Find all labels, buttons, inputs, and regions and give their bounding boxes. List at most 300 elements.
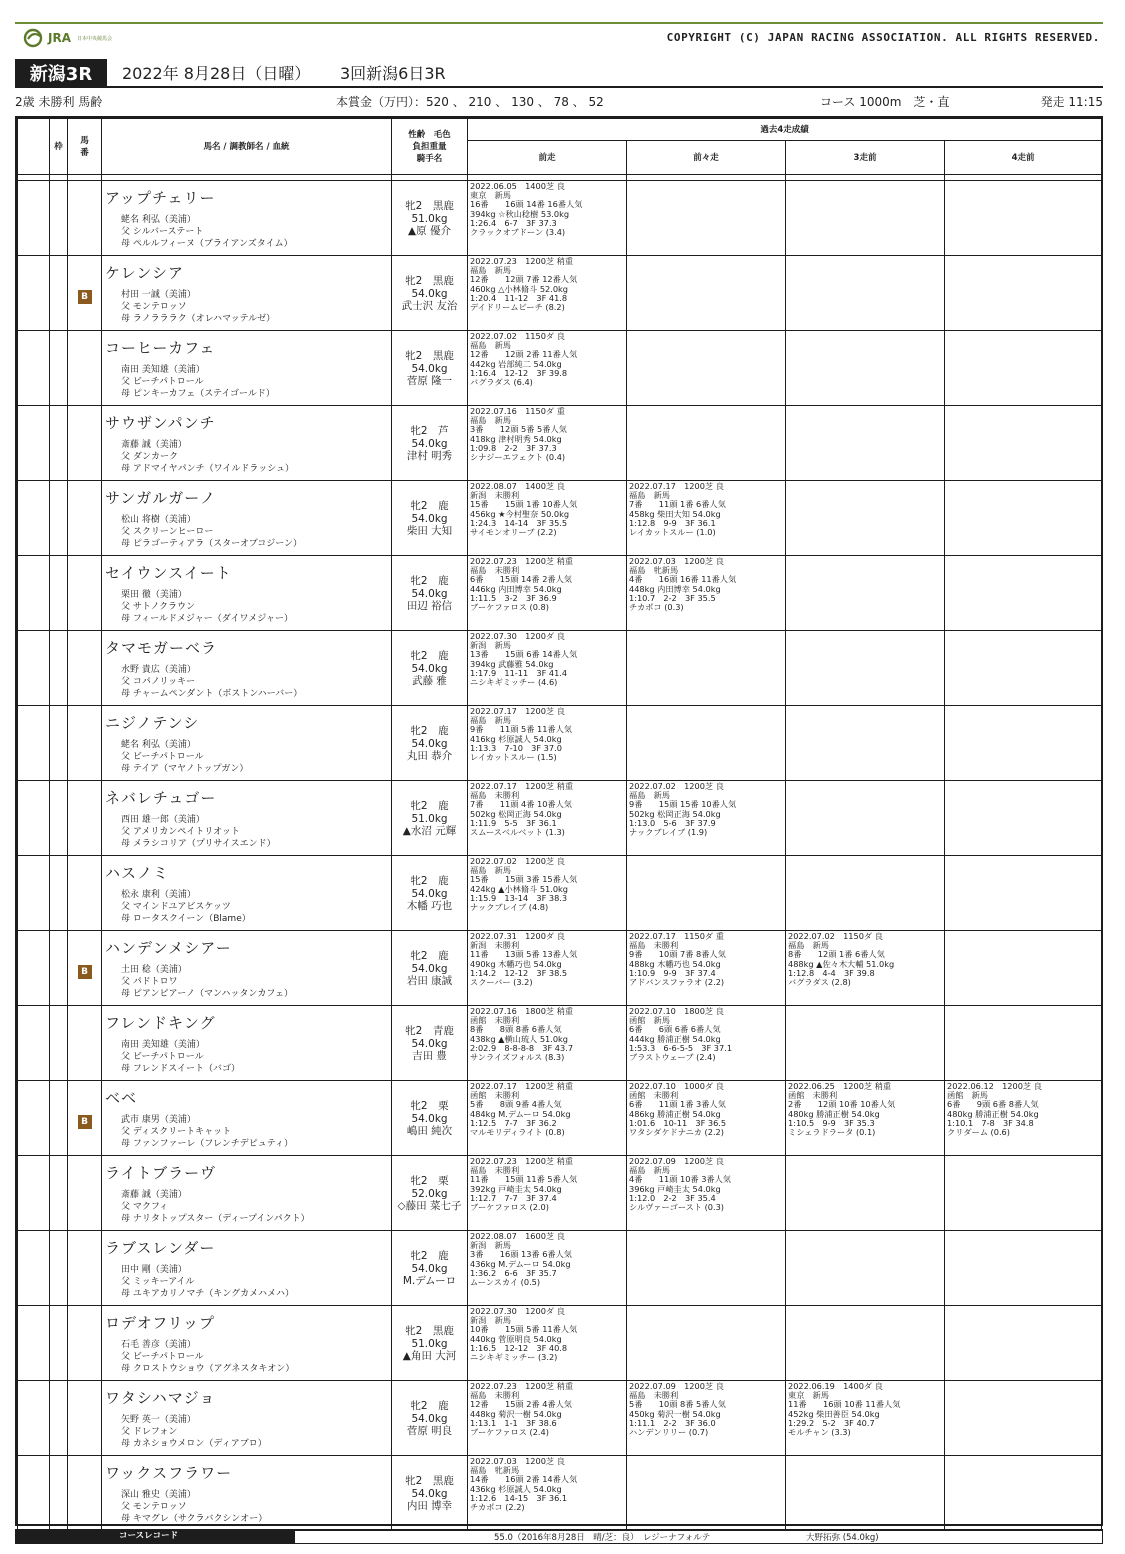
table-row: [18, 1006, 1102, 1081]
waku-cell: [50, 256, 68, 331]
past-run-line: 488kg ▲佐々木大輔 51.0kg: [788, 958, 895, 969]
blank-cell: [18, 256, 50, 331]
past-run-cell: [468, 1156, 627, 1231]
sex-color: 牝2 鹿: [410, 500, 449, 512]
waku-cell: [50, 1381, 68, 1456]
past-run-cell: [627, 1456, 786, 1531]
table-row: [18, 781, 1102, 856]
past-run-cell: [786, 1381, 945, 1456]
past-run-cell: [468, 256, 627, 331]
race-class: 2歳 未勝利 馬齢: [15, 95, 103, 109]
sex-weight-jockey-cell: [392, 1156, 468, 1231]
past-run-line: 4番 11頭 10番 3番人気: [629, 1174, 731, 1185]
past-run-line: 1:20.4 11-12 3F 41.8: [470, 292, 568, 303]
table-row: [18, 1381, 1102, 1456]
past-run-line: ニシキギミッチー (4.6): [470, 677, 558, 688]
sex-color: 牝2 青鹿: [405, 1025, 454, 1037]
past-run-cell: [945, 1081, 1102, 1156]
past-run-cell: [627, 331, 786, 406]
past-run-cell: [945, 1156, 1102, 1231]
race-meet: 3回新潟6日3R: [340, 64, 446, 83]
past-run-line: 福島 新馬: [629, 790, 670, 801]
sire-name: 父 スクリーンヒーロー: [121, 527, 214, 537]
past-run-line: 2022.07.02 1200芝 良: [629, 781, 724, 791]
dam-name: 母 ペルルフィーヌ（ブライアンズタイム）: [121, 239, 293, 249]
trainer-name: 村田 一誠（美浦）: [121, 290, 196, 300]
entry-table-grid: [17, 118, 1102, 1531]
sire-name: 父 ビーチパトロール: [121, 377, 204, 387]
past-run-line: チカポコ (0.3): [629, 602, 684, 613]
blank-cell: [18, 481, 50, 556]
past-run-line: 函館 未勝利: [788, 1090, 838, 1101]
carried-weight: 54.0kg: [411, 587, 448, 600]
logo-text: JRA: [48, 31, 71, 45]
past4-header: 4走前: [945, 141, 1102, 175]
horse-name: ワタシハマジョ: [105, 1389, 216, 1407]
waku-cell: [50, 1081, 68, 1156]
past-run-line: 1:15.9 13-14 3F 38.3: [470, 892, 568, 903]
past-run-line: 1:12.8 9-9 3F 36.1: [629, 517, 716, 528]
past-run-cell: [786, 1006, 945, 1081]
waku-cell: [50, 1156, 68, 1231]
past-run-cell: [945, 1381, 1102, 1456]
past-run-line: 3番 12頭 5番 5番人気: [470, 424, 567, 435]
past-run-line: 12番 15頭 2番 4番人気: [470, 1399, 572, 1410]
blank-cell: [18, 1306, 50, 1381]
waku-cell: [50, 1456, 68, 1531]
past-run-line: デイドリームビーチ (8.2): [470, 302, 565, 313]
sire-name: 父 サトノクラウン: [121, 602, 196, 612]
past-run-cell: [627, 931, 786, 1006]
past-run-cell: [468, 1306, 627, 1381]
horse-name: ネバレチュゴー: [105, 789, 217, 807]
past-run-line: 2022.08.07 1400芝 良: [470, 481, 565, 491]
sex-color: 牝2 鹿: [410, 725, 449, 737]
jockey-name: 津村 明秀: [406, 450, 453, 462]
course-record: [15, 1529, 1103, 1544]
blank-cell: [18, 856, 50, 931]
umaban-cell: [68, 1381, 102, 1456]
past-run-line: 福島 新馬: [470, 265, 511, 276]
blank-cell: [18, 1081, 50, 1156]
past-run-line: ミシェラドラータ (0.1): [788, 1127, 876, 1138]
sex-weight-jockey-cell: [392, 1306, 468, 1381]
past-run-line: 1:36.2 6-6 3F 35.7: [470, 1267, 557, 1278]
past-run-line: 2022.06.12 1200芝 良: [947, 1081, 1042, 1091]
past-run-line: クリダーム (0.6): [947, 1127, 1010, 1138]
past-run-line: 新潟 新馬: [470, 1240, 511, 1251]
past-run-line: 480kg 勝浦正樹 54.0kg: [788, 1108, 880, 1119]
past-run-line: 2022.07.23 1200芝 稍重: [470, 1156, 574, 1166]
past-run-line: 福島 新馬: [470, 865, 511, 876]
horse-name: アップチェリー: [105, 189, 216, 207]
past-run-line: 8番 12頭 1番 6番人気: [788, 949, 885, 960]
past-run-line: 新潟 新馬: [470, 640, 511, 651]
blank-cell: [18, 556, 50, 631]
sex-weight-jockey-cell: [392, 331, 468, 406]
past-run-line: 440kg 菅原明良 54.0kg: [470, 1333, 562, 1344]
past-run-line: 416kg 杉原誠人 54.0kg: [470, 733, 562, 744]
waku-cell: [50, 1231, 68, 1306]
table-row: [18, 1306, 1102, 1381]
past-run-line: 1:17.9 11-11 3F 41.4: [470, 667, 568, 678]
past-run-line: 2022.07.09 1200芝 良: [629, 1156, 724, 1166]
past-run-line: 10番 15頭 5番 11番人気: [470, 1324, 578, 1335]
horse-name: ハンデンメシアー: [105, 939, 232, 957]
jockey-name: 木幡 巧也: [406, 900, 453, 912]
past-run-line: 448kg 菊沢一樹 54.0kg: [470, 1408, 562, 1419]
jra-logo: [22, 27, 112, 49]
past-run-line: 486kg 勝浦正樹 54.0kg: [629, 1108, 721, 1119]
past-run-line: 2022.07.17 1200芝 稍重: [470, 781, 574, 791]
past-run-cell: [945, 1306, 1102, 1381]
past-run-line: 460kg △小林脩斗 52.0kg: [470, 283, 568, 294]
past-run-cell: [627, 481, 786, 556]
past-run-cell: [786, 256, 945, 331]
sex-weight-jockey-cell: [392, 1231, 468, 1306]
past-run-line: 452kg 柴田善臣 54.0kg: [788, 1408, 880, 1419]
past-run-cell: [468, 1381, 627, 1456]
sire-name: 父 ドレフォン: [121, 1427, 178, 1437]
past-run-line: 2022.07.02 1150ダ 良: [470, 331, 565, 341]
waku-header: 枠: [50, 119, 68, 175]
past-run-cell: [786, 331, 945, 406]
past-run-line: シルヴァーゴースト (0.3): [629, 1202, 725, 1213]
past-run-line: 1:29.2 5-2 3F 40.7: [788, 1417, 875, 1428]
sex-weight-jockey-header: [392, 119, 468, 175]
carried-weight: 51.0kg: [411, 812, 448, 825]
past-run-cell: [468, 1456, 627, 1531]
past-run-line: 2022.07.30 1200ダ 良: [470, 1306, 565, 1316]
past-run-line: 2:02.9 8-8-8-8 3F 43.7: [470, 1042, 574, 1053]
past-run-cell: [945, 556, 1102, 631]
past-run-cell: [945, 931, 1102, 1006]
past-run-line: 9番 10頭 7番 8番人気: [629, 949, 726, 960]
past-run-line: 福島 牝新馬: [629, 565, 679, 576]
course-record-label: コースレコード: [16, 1530, 295, 1543]
waku-cell: [50, 781, 68, 856]
past-run-line: 7番 11頭 1番 6番人気: [629, 499, 726, 510]
umaban-cell: [68, 181, 102, 256]
trainer-name: 斎藤 誠（美浦）: [121, 440, 187, 450]
jockey-name: 岩田 康誠: [406, 975, 453, 987]
dam-name: 母 キマグレ（サクラバクシンオー）: [121, 1514, 268, 1524]
past-run-cell: [627, 1231, 786, 1306]
carried-weight: 54.0kg: [411, 662, 448, 675]
past-run-cell: [468, 181, 627, 256]
blank-cell: [18, 1156, 50, 1231]
past-run-cell: [468, 706, 627, 781]
carried-weight: 54.0kg: [411, 737, 448, 750]
past-run-cell: [468, 556, 627, 631]
past-run-cell: [786, 856, 945, 931]
blank-cell: [18, 406, 50, 481]
past-run-line: 15番 15頭 1番 10番人気: [470, 499, 578, 510]
trainer-name: 斎藤 誠（美浦）: [121, 1190, 187, 1200]
past-run-line: ムーンスカイ (0.5): [470, 1277, 541, 1288]
entry-rows: [18, 175, 1102, 1531]
trainer-name: 南田 美知雄（美浦）: [121, 1040, 205, 1050]
past-run-line: 1:11.5 3-2 3F 36.9: [470, 592, 557, 603]
sire-name: 父 ダンカーク: [121, 452, 178, 462]
start-time: 発走 11:15: [1040, 95, 1103, 109]
race-badge: 新潟3R: [15, 59, 107, 87]
umaban-cell: [68, 1306, 102, 1381]
waku-cell: [50, 331, 68, 406]
jockey-name: ◇藤田 菜七子: [397, 1200, 462, 1212]
past-run-line: 16番 16頭 14番 16番人気: [470, 199, 583, 210]
jockey-name: ▲角田 大河: [402, 1350, 457, 1362]
past-run-line: 5番 8頭 9番 4番人気: [470, 1099, 562, 1110]
horse-name: ライトブラーヴ: [105, 1164, 217, 1182]
past-runs-header: 過去4走成績: [468, 119, 1102, 141]
carried-weight: 54.0kg: [411, 362, 448, 375]
horse-cell: [102, 406, 392, 481]
sex-weight-jockey-cell: [392, 481, 468, 556]
past-run-cell: [945, 1456, 1102, 1531]
sex-color: 牝2 栗: [410, 1100, 449, 1112]
blinker-badge: B: [78, 290, 92, 304]
jockey-name: 嶋田 純次: [406, 1125, 453, 1137]
past-run-line: 2022.07.09 1200芝 良: [629, 1381, 724, 1391]
horse-cell: [102, 181, 392, 256]
waku-cell: [50, 931, 68, 1006]
horse-name: フレンドキング: [105, 1014, 216, 1032]
trainer-name: 栗田 徹（美浦）: [121, 590, 187, 600]
horse-cell: [102, 1156, 392, 1231]
past-run-line: ナックブレイブ (1.9): [629, 827, 708, 838]
dam-name: 母 アドマイヤパンチ（ワイルドラッシュ）: [121, 464, 295, 474]
table-row: [18, 481, 1102, 556]
past-run-line: 480kg 勝浦正樹 54.0kg: [947, 1108, 1039, 1119]
past-run-line: チカポコ (2.2): [470, 1502, 525, 1513]
past-run-line: 1:10.9 9-9 3F 37.4: [629, 967, 716, 978]
blank-cell: [18, 631, 50, 706]
entry-table: [15, 116, 1103, 1526]
past-run-line: 2022.07.23 1200芝 稍重: [470, 1381, 574, 1391]
past-run-cell: [945, 781, 1102, 856]
umaban-cell: [68, 1156, 102, 1231]
past-run-line: 1:12.8 4-4 3F 39.8: [788, 967, 875, 978]
past-run-cell: [945, 1231, 1102, 1306]
past-run-line: 11番 13頭 5番 13番人気: [470, 949, 578, 960]
blinker-badge: B: [78, 1115, 92, 1129]
dam-name: 母 チャームペンダント（ボストンハーバー）: [121, 689, 303, 699]
past-run-line: 1:26.4 6-7 3F 37.3: [470, 217, 557, 228]
past-run-line: 8番 8頭 8番 6番人気: [470, 1024, 562, 1035]
race-date: 2022年 8月28日（日曜）: [122, 64, 311, 83]
table-row: [18, 1231, 1102, 1306]
past-run-line: 福島 未勝利: [629, 940, 679, 951]
sex-color: 牝2 栗: [410, 1175, 449, 1187]
past-run-cell: [786, 181, 945, 256]
horse-cell: [102, 931, 392, 1006]
umaban-cell: [68, 706, 102, 781]
past-run-cell: [627, 1006, 786, 1081]
horse-cell: [102, 331, 392, 406]
past-run-line: 福島 未勝利: [470, 1165, 520, 1176]
waku-cell: [50, 481, 68, 556]
past-run-line: サイモンオリーブ (2.2): [470, 527, 557, 538]
past-run-cell: [786, 406, 945, 481]
dam-name: 母 ユキアカリノマチ（キングカメハメハ）: [121, 1289, 294, 1299]
blank-cell: [18, 331, 50, 406]
blank-cell: [18, 706, 50, 781]
past-run-cell: [627, 256, 786, 331]
jockey-name: 田辺 裕信: [406, 600, 453, 612]
table-row: [18, 856, 1102, 931]
past-run-line: 394kg ☆秋山稔樹 53.0kg: [470, 208, 570, 219]
table-row: [18, 706, 1102, 781]
sire-name: 父 アメリカンペイトリオット: [121, 827, 240, 837]
waku-cell: [50, 181, 68, 256]
past-run-line: クラックオブドーン (3.4): [470, 227, 566, 238]
weight-header: 負担重量: [412, 141, 447, 152]
past-run-cell: [468, 481, 627, 556]
past-run-line: 1:24.3 14-14 3F 35.5: [470, 517, 568, 528]
jockey-name: 吉田 豊: [412, 1050, 447, 1062]
umaban-header-2: 番: [80, 147, 89, 158]
past-run-line: 2022.07.17 1200芝 稍重: [470, 1081, 574, 1091]
dam-name: 母 ロータスクイーン（Blame）: [121, 914, 251, 924]
sex-color: 牝2 黒鹿: [405, 1475, 454, 1487]
horse-cell: [102, 1231, 392, 1306]
past-run-cell: [627, 706, 786, 781]
horse-cell: [102, 1306, 392, 1381]
waku-cell: [50, 556, 68, 631]
sire-name: 父 ビーチパトロール: [121, 1352, 204, 1362]
past-run-line: 2022.07.03 1200芝 良: [629, 556, 724, 566]
table-row: [18, 331, 1102, 406]
jockey-name: 丸田 恭介: [406, 750, 453, 762]
trainer-name: 水野 貴広（美浦）: [121, 665, 196, 675]
past-run-line: 2022.07.23 1200芝 稍重: [470, 556, 574, 566]
course-record-jockey: 大野拓弥 (54.0kg): [806, 1533, 879, 1543]
horse-cell: [102, 706, 392, 781]
jockey-name: ▲水沼 元輝: [402, 825, 457, 837]
sex-weight-jockey-cell: [392, 856, 468, 931]
past-run-cell: [786, 1156, 945, 1231]
past-run-line: 392kg 戸崎圭太 54.0kg: [470, 1183, 562, 1194]
past-run-line: 2022.07.02 1150ダ 良: [788, 931, 883, 941]
past-run-line: 12番 12頭 7番 12番人気: [470, 274, 578, 285]
dam-name: 母 フレンドスイート（バゴ）: [121, 1064, 241, 1074]
horse-cell: [102, 856, 392, 931]
past-run-line: 2022.07.17 1200芝 良: [470, 706, 565, 716]
past-run-line: レイカットスルー (1.5): [470, 752, 557, 763]
past-run-line: 新潟 新馬: [470, 1315, 511, 1326]
past-run-line: 446kg 内田博幸 54.0kg: [470, 583, 562, 594]
jockey-name: 柴田 大知: [406, 525, 453, 537]
past-run-line: 福島 牝新馬: [470, 1465, 520, 1476]
blank-cell: [18, 1006, 50, 1081]
past-run-line: 442kg 岩部純二 54.0kg: [470, 358, 562, 369]
past-run-line: 5番 10頭 8番 5番人気: [629, 1399, 726, 1410]
table-row: [18, 406, 1102, 481]
blinker-badge: B: [78, 965, 92, 979]
past-run-cell: [627, 406, 786, 481]
past-run-line: ニシキギミッチー (3.2): [470, 1352, 558, 1363]
umaban-cell: [68, 331, 102, 406]
past-run-cell: [786, 556, 945, 631]
past-run-cell: [468, 631, 627, 706]
sex-color: 牝2 鹿: [410, 800, 449, 812]
sex-color-header: 性齢 毛色: [408, 129, 451, 140]
past-run-line: 2番 12頭 10番 10番人気: [788, 1099, 896, 1110]
waku-cell: [50, 631, 68, 706]
sex-weight-jockey-cell: [392, 1006, 468, 1081]
trainer-name: 矢野 英一（美浦）: [121, 1415, 196, 1425]
table-row: [18, 181, 1102, 256]
umaban-cell: [68, 256, 102, 331]
past-run-line: 福島 新馬: [470, 415, 511, 426]
prize-money: 本賞金（万円）：520 、 210 、 130 、 78 、 52: [336, 95, 604, 109]
table-row: [18, 1156, 1102, 1231]
past-run-cell: [945, 631, 1102, 706]
past-run-line: サンライズフォルス (8.3): [470, 1052, 565, 1063]
past-run-line: 1:16.5 12-12 3F 40.8: [470, 1342, 568, 1353]
jockey-name: 武藤 雅: [412, 675, 447, 687]
past-run-line: 2022.07.17 1150ダ 重: [629, 931, 724, 941]
past-run-cell: [468, 931, 627, 1006]
sire-name: 父 パドトロワ: [121, 977, 178, 987]
past-run-line: 490kg 木幡巧也 54.0kg: [470, 958, 562, 969]
jockey-name: ▲原 優介: [408, 225, 451, 237]
dam-name: 母 ピラゴーティアラ（スターオブコジーン）: [121, 539, 303, 549]
past-run-line: ハンデンリリー (0.7): [629, 1427, 709, 1438]
sire-name: 父 ミッキーアイル: [121, 1277, 195, 1287]
sex-color: 牝2 黒鹿: [405, 1325, 454, 1337]
past-run-line: ブラストウェーブ (2.4): [629, 1052, 716, 1063]
past-run-line: 436kg M.デムーロ 54.0kg: [470, 1258, 571, 1269]
blank-cell: [18, 931, 50, 1006]
sire-name: 父 マクフィ: [121, 1202, 169, 1212]
past-run-line: 2022.06.19 1400ダ 良: [788, 1381, 883, 1391]
carried-weight: 54.0kg: [411, 962, 448, 975]
jra-logo-icon: [22, 27, 46, 49]
past-run-line: 1:11.1 2-2 3F 36.0: [629, 1417, 716, 1428]
umaban-cell: [68, 481, 102, 556]
sex-color: 牝2 黒鹿: [405, 350, 454, 362]
carried-weight: 54.0kg: [411, 1412, 448, 1425]
carried-weight: 54.0kg: [411, 287, 448, 300]
carried-weight: 54.0kg: [411, 887, 448, 900]
umaban-cell: [68, 1081, 102, 1156]
horse-cell: [102, 256, 392, 331]
past-run-line: 1:12.7 7-7 3F 37.4: [470, 1192, 557, 1203]
table-row: [18, 931, 1102, 1006]
horse-name: ワックスフラワー: [105, 1464, 233, 1482]
carried-weight: 54.0kg: [411, 1037, 448, 1050]
past-run-line: 福島 未勝利: [470, 1390, 520, 1401]
past-run-line: ブーケファロス (0.8): [470, 602, 549, 613]
dam-name: 母 ラノラララク（オレハマッテルゼ）: [121, 314, 276, 324]
trainer-name: 蛯名 利弘（美浦）: [121, 740, 196, 750]
sex-color: 牝2 鹿: [410, 950, 449, 962]
course-record-value: 55.0（2016年8月28日 晴/芝：良） レジーナフォルテ: [494, 1533, 711, 1543]
carried-weight: 52.0kg: [411, 1187, 448, 1200]
horse-cell: [102, 1081, 392, 1156]
past-run-cell: [945, 406, 1102, 481]
trainer-name: 西田 雄一郎（美浦）: [121, 815, 205, 825]
horse-name: タマモガーベラ: [105, 639, 218, 657]
waku-cell: [50, 1006, 68, 1081]
past-run-line: 函館 未勝利: [629, 1090, 679, 1101]
sire-name: 父 モンテロッソ: [121, 1502, 187, 1512]
past-run-cell: [945, 481, 1102, 556]
logo-subtext: 日本中央競馬会: [77, 35, 113, 42]
past-run-cell: [786, 1081, 945, 1156]
